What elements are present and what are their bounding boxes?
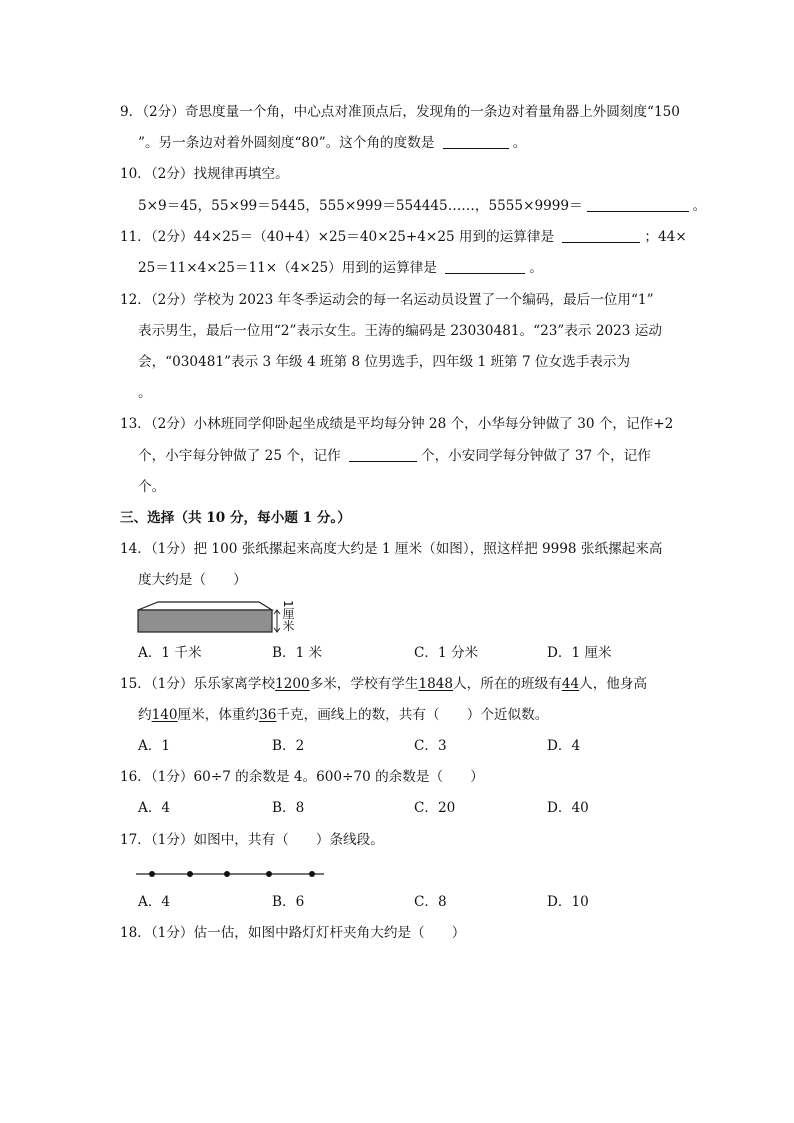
- q16-line1: [120, 767, 794, 787]
- q17-option-c[interactable]: C．8: [414, 894, 447, 910]
- q9-line2: [138, 133, 794, 153]
- q12-text3: 会，“030481”表示 3 年级 4 班第 8 位男选手，四年级 1 班第 7 位女选手表示为: [138, 354, 631, 370]
- q12-line4: [138, 383, 794, 403]
- q17-option-b[interactable]: B．6: [272, 894, 305, 910]
- stack-top-face: [138, 602, 272, 610]
- q11-text1: 11．（2分）44×25＝（40+4）×25＝40×25+4×25 用到的运算律是: [120, 229, 555, 245]
- q15-number-height: 140: [151, 707, 178, 723]
- segment-point-4: [266, 871, 272, 877]
- q13-line3: [138, 477, 794, 497]
- q10-text2: 5×9＝45，55×99＝5445，555×999＝554445……，5555×9999＝: [138, 198, 583, 214]
- q15-text2b: 厘米，体重约: [177, 707, 260, 723]
- q9-answer-blank[interactable]: [443, 134, 509, 149]
- line-segments-figure: [136, 868, 336, 880]
- q12-line3: [138, 352, 794, 372]
- q15-number-distance: 1200: [275, 676, 310, 692]
- q12-text2: 表示男生，最后一位用“2”表示女生。王涛的编码是 23030481。“23”表示 2023 运动: [138, 323, 662, 339]
- q14-text1: 14．（1分）把 100 张纸摞起来高度大约是 1 厘米（如图），照这样把 9998 张纸摞起来高: [120, 541, 663, 557]
- q11-line2: [138, 258, 794, 278]
- q15-number-students: 1848: [418, 676, 454, 692]
- q16-text1: 16．（1分）60÷7 的余数是 4。600÷70 的余数是（ ）: [120, 769, 484, 785]
- q12-line1: [120, 290, 794, 310]
- q15-number-weight: 36: [259, 707, 277, 723]
- q15-line2: [138, 705, 794, 725]
- q16-option-d[interactable]: D．40: [547, 800, 589, 816]
- q11-answer-blank-2[interactable]: [445, 259, 525, 274]
- q9-line1: [120, 102, 794, 122]
- stack-height-label: 1厘米: [281, 600, 295, 632]
- q14-line2: [138, 570, 794, 590]
- q13-answer-blank[interactable]: [349, 447, 417, 462]
- q15-option-b[interactable]: B．2: [272, 738, 305, 754]
- q11-line1: [120, 227, 794, 247]
- q13-text1: 13．（2分）小林班同学仰卧起坐成绩是平均每分钟 28 个，小华每分钟做了 30 个，记作+2: [120, 416, 674, 432]
- q14-option-c[interactable]: C．1 分米: [414, 645, 479, 661]
- q13-text2: 个，小宇每分钟做了 25 个，记作: [138, 448, 341, 464]
- q10-answer-blank[interactable]: [587, 197, 689, 212]
- q15-text2c: 千克，画线上的数，共有（ ）个近似数。: [276, 707, 549, 723]
- q14-option-d[interactable]: D．1 厘米: [547, 645, 612, 661]
- q13-line2: [138, 446, 794, 466]
- section3-title: [120, 508, 794, 528]
- q10-line2: [138, 196, 794, 216]
- q14-line1: [120, 539, 794, 559]
- q18-line1: [120, 923, 794, 943]
- q13-text3: 个。: [138, 479, 166, 495]
- q9-text1: 9．（2分）奇思度量一个角，中心点对准顶点后，发现角的一条边对着量角器上外圆刻度“150: [120, 104, 680, 120]
- q11-text2-end: 。: [529, 260, 543, 276]
- q14-text2: 度大约是（ ）: [138, 572, 247, 588]
- q17-option-d[interactable]: D．10: [547, 894, 589, 910]
- q15-line1: [120, 674, 794, 694]
- q17-text1: 17．（1分）如图中，共有（ ）条线段。: [120, 832, 384, 848]
- q9-text2: ”。另一条边对着外圆刻度“80”。这个角的度数是: [138, 135, 435, 151]
- q17-option-a[interactable]: A．4: [138, 894, 171, 910]
- segment-point-2: [187, 871, 193, 877]
- segment-point-5: [309, 871, 315, 877]
- q10-text2-end: 。: [692, 198, 707, 214]
- q13-text2-end: 个，小安同学每分钟做了 37 个，记作: [421, 448, 651, 464]
- q10-text1: 10．（2分）找规律再填空。: [120, 166, 289, 182]
- q15-option-d[interactable]: D．4: [547, 738, 581, 754]
- q12-line2: [138, 321, 794, 341]
- q15-number-class: 44: [561, 676, 580, 692]
- q17-line1: [120, 830, 794, 850]
- q10-line1: [120, 164, 794, 184]
- q15-text1d: 人，他身高: [579, 676, 648, 692]
- q15-text2a: 约: [138, 707, 152, 723]
- segment-point-1: [149, 871, 155, 877]
- q11-text2: 25＝11×4×25＝11×（4×25）用到的运算律是: [138, 260, 437, 276]
- q15-option-c[interactable]: C．3: [414, 738, 447, 754]
- q15-text1b: 多米，学校有学生: [309, 676, 419, 692]
- q14-option-b[interactable]: B．1 米: [272, 645, 323, 661]
- q16-option-a[interactable]: A．4: [138, 800, 171, 816]
- q18-text1: 18．（1分）估一估，如图中路灯灯杆夹角大约是（ ）: [120, 925, 466, 941]
- q14-option-a[interactable]: A．1 千米: [138, 645, 202, 661]
- q16-option-b[interactable]: B．8: [272, 800, 305, 816]
- q9-text2-end: 。: [512, 135, 527, 151]
- q11-text1-end: ；44×: [644, 229, 687, 245]
- section3-title-text: 三、选择（共 10 分，每小题 1 分。）: [120, 510, 351, 526]
- q15-option-a[interactable]: A．1: [138, 738, 171, 754]
- q12-text1: 12．（2分）学校为 2023 年冬季运动会的每一名运动员设置了一个编码，最后一位用“1”: [120, 292, 654, 308]
- stack-front-face: [138, 610, 272, 632]
- q12-text4: 。: [138, 385, 152, 401]
- q16-option-c[interactable]: C．20: [414, 800, 456, 816]
- q15-text1a: 15．（1分）乐乐家离学校: [120, 676, 276, 692]
- q15-text1c: 人，所在的班级有: [453, 676, 562, 692]
- q11-answer-blank-1[interactable]: [562, 228, 640, 243]
- q13-line1: [120, 414, 794, 434]
- segment-point-3: [224, 871, 230, 877]
